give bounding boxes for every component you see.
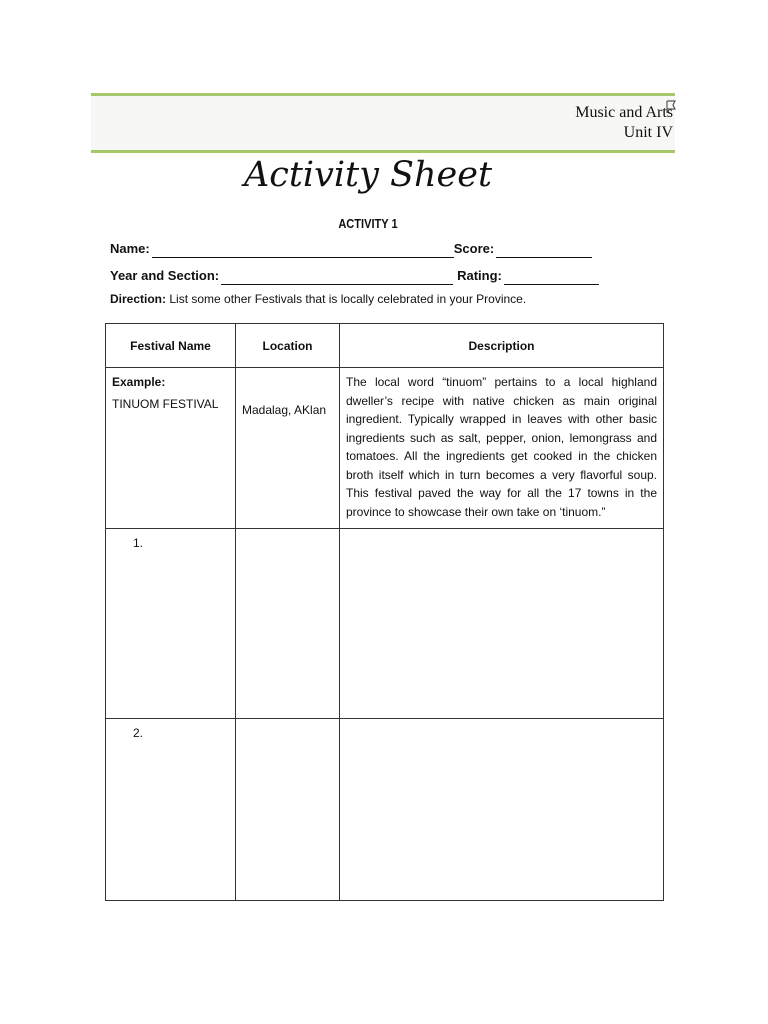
- example-row: [106, 368, 664, 529]
- year-section-field[interactable]: [221, 270, 453, 285]
- year-rating-row: [110, 267, 599, 285]
- description-cell[interactable]: [340, 719, 664, 901]
- location-cell[interactable]: [236, 719, 340, 901]
- direction-text: [110, 292, 526, 306]
- table-row: [106, 529, 664, 719]
- unit-label: Unit IV: [623, 124, 673, 141]
- column-header-description: Description: [340, 324, 664, 368]
- page-title: Activity Sheet: [243, 155, 493, 195]
- direction-label: Direction:: [110, 292, 167, 306]
- score-field[interactable]: [496, 243, 592, 258]
- name-label: Name:: [110, 241, 150, 256]
- score-label: Score:: [453, 241, 495, 256]
- row-number: 2.: [133, 726, 144, 740]
- header-title: [575, 103, 673, 143]
- example-festival-name: TINUOM FESTIVAL: [112, 397, 219, 411]
- example-description: The local word “tinuom” pertains to a local highland dweller’s recipe with native chicken as main original ingredient. Typically wrapped in leaves with other basic ingredients such as salt, pepper, onion, lemongrass and tomatoes. All the ingredients get cooked in the chicken broth itself which in turn becomes a very flavorful soup. This festival paved the way for all the 17 towns in the province to showcase their own take on ‘tinuom.”: [346, 375, 657, 519]
- column-header-location: Location: [236, 324, 340, 368]
- festival-cell[interactable]: [106, 529, 236, 719]
- example-location-cell: [236, 368, 340, 529]
- row-number: 1.: [133, 536, 144, 550]
- table-row: [106, 719, 664, 901]
- festival-cell[interactable]: [106, 719, 236, 901]
- description-cell[interactable]: [340, 529, 664, 719]
- header-band: [91, 93, 675, 153]
- name-field[interactable]: [152, 243, 454, 258]
- example-festival-cell: [106, 368, 236, 529]
- subject-label: Music and Arts: [575, 104, 673, 121]
- example-description-cell: [340, 368, 664, 529]
- location-cell[interactable]: [236, 529, 340, 719]
- example-label: Example:: [112, 375, 166, 389]
- table-header-row: [106, 324, 664, 368]
- bookmark-icon: [664, 100, 678, 114]
- year-section-label: Year and Section:: [110, 268, 220, 283]
- direction-body: List some other Festivals that is locally celebrated in your Province.: [166, 292, 527, 306]
- rating-label: Rating:: [457, 268, 502, 283]
- column-header-festival: Festival Name: [106, 324, 236, 368]
- activity-label: ACTIVITY 1: [338, 216, 398, 231]
- example-location: Madalag, AKlan: [242, 403, 327, 417]
- rating-field[interactable]: [504, 270, 599, 285]
- festival-table: [105, 323, 664, 901]
- name-score-row: [110, 240, 592, 258]
